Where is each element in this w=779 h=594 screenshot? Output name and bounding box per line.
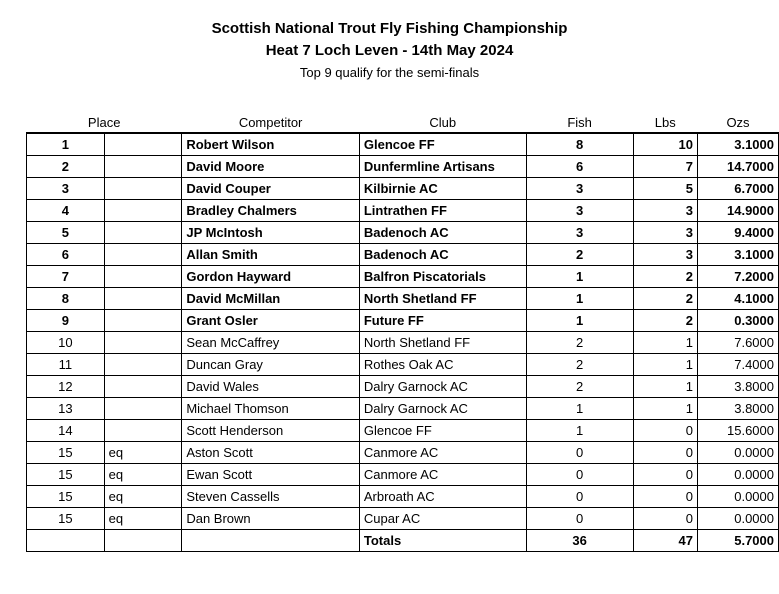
fish-cell: 3	[526, 178, 633, 200]
ozs-cell: 0.0000	[698, 464, 779, 486]
competitor-cell: Allan Smith	[182, 244, 360, 266]
table-row	[27, 332, 779, 354]
club-cell: Glencoe FF	[359, 133, 526, 156]
club-cell: Badenoch AC	[359, 222, 526, 244]
title-block	[0, 18, 779, 84]
competitor-cell: JP McIntosh	[182, 222, 360, 244]
club-cell: Dunfermline Artisans	[359, 156, 526, 178]
table-row	[27, 508, 779, 530]
eq-cell	[104, 222, 182, 244]
competitor-cell: Aston Scott	[182, 442, 360, 464]
ozs-cell: 7.4000	[698, 354, 779, 376]
header-place: Place	[87, 114, 121, 130]
table-row	[27, 266, 779, 288]
eq-cell	[104, 332, 182, 354]
place-cell: 4	[27, 200, 105, 222]
fish-cell: 8	[526, 133, 633, 156]
lbs-cell: 3	[633, 244, 697, 266]
fish-cell: 2	[526, 244, 633, 266]
fish-cell: 2	[526, 354, 633, 376]
totals-ozs: 5.7000	[698, 530, 779, 552]
ozs-cell: 9.4000	[698, 222, 779, 244]
fish-cell: 3	[526, 222, 633, 244]
fish-cell: 1	[526, 398, 633, 420]
fish-cell: 0	[526, 508, 633, 530]
place-cell: 14	[27, 420, 105, 442]
eq-cell	[104, 266, 182, 288]
place-cell: 12	[27, 376, 105, 398]
eq-cell	[104, 398, 182, 420]
club-cell: Lintrathen FF	[359, 200, 526, 222]
page-subtitle: Heat 7 Loch Leven - 14th May 2024	[265, 42, 514, 59]
totals-competitor-cell	[182, 530, 360, 552]
table-row	[27, 310, 779, 332]
club-cell: North Shetland FF	[359, 288, 526, 310]
table-row	[27, 222, 779, 244]
competitor-cell: Bradley Chalmers	[182, 200, 360, 222]
fish-cell: 1	[526, 266, 633, 288]
lbs-cell: 2	[633, 266, 697, 288]
lbs-cell: 0	[633, 508, 697, 530]
place-cell: 15	[27, 486, 105, 508]
lbs-cell: 5	[633, 178, 697, 200]
club-cell: Rothes Oak AC	[359, 354, 526, 376]
fish-cell: 2	[526, 376, 633, 398]
competitor-cell: Robert Wilson	[182, 133, 360, 156]
eq-cell	[104, 310, 182, 332]
table-row	[27, 354, 779, 376]
table-row	[27, 398, 779, 420]
competitor-cell: Ewan Scott	[182, 464, 360, 486]
club-cell: Glencoe FF	[359, 420, 526, 442]
eq-cell	[104, 244, 182, 266]
competitor-cell: Duncan Gray	[182, 354, 360, 376]
fish-cell: 1	[526, 420, 633, 442]
eq-cell: eq	[104, 508, 182, 530]
table-row	[27, 133, 779, 156]
results-body	[27, 133, 779, 530]
eq-cell: eq	[104, 486, 182, 508]
ozs-cell: 0.0000	[698, 508, 779, 530]
table-row	[27, 200, 779, 222]
totals-eq-cell	[104, 530, 182, 552]
lbs-cell: 1	[633, 332, 697, 354]
eq-cell	[104, 133, 182, 156]
header-ozs: Ozs	[726, 114, 750, 130]
eq-cell	[104, 376, 182, 398]
ozs-cell: 3.1000	[698, 133, 779, 156]
eq-cell	[104, 200, 182, 222]
competitor-cell: David Couper	[182, 178, 360, 200]
lbs-cell: 10	[633, 133, 697, 156]
place-cell: 9	[27, 310, 105, 332]
lbs-cell: 3	[633, 200, 697, 222]
eq-cell	[104, 156, 182, 178]
place-cell: 7	[27, 266, 105, 288]
table-row	[27, 288, 779, 310]
header-club: Club	[429, 114, 457, 130]
competitor-cell: Grant Osler	[182, 310, 360, 332]
place-cell: 3	[27, 178, 105, 200]
competitor-cell: Sean McCaffrey	[182, 332, 360, 354]
header-lbs: Lbs	[654, 114, 676, 130]
eq-cell	[104, 288, 182, 310]
competitor-cell: Dan Brown	[182, 508, 360, 530]
place-cell: 5	[27, 222, 105, 244]
fish-cell: 0	[526, 464, 633, 486]
totals-row	[27, 530, 779, 552]
table-row	[27, 376, 779, 398]
place-cell: 13	[27, 398, 105, 420]
lbs-cell: 0	[633, 486, 697, 508]
competitor-cell: David McMillan	[182, 288, 360, 310]
ozs-cell: 7.6000	[698, 332, 779, 354]
place-cell: 1	[27, 133, 105, 156]
table-row	[27, 442, 779, 464]
place-cell: 2	[27, 156, 105, 178]
club-cell: Cupar AC	[359, 508, 526, 530]
table-row	[27, 486, 779, 508]
lbs-cell: 1	[633, 376, 697, 398]
fish-cell: 1	[526, 310, 633, 332]
competitor-cell: David Moore	[182, 156, 360, 178]
lbs-cell: 0	[633, 420, 697, 442]
club-cell: Kilbirnie AC	[359, 178, 526, 200]
totals-place-cell	[27, 530, 105, 552]
place-cell: 8	[27, 288, 105, 310]
competitor-cell: Scott Henderson	[182, 420, 360, 442]
eq-cell	[104, 354, 182, 376]
lbs-cell: 2	[633, 288, 697, 310]
competitor-cell: David Wales	[182, 376, 360, 398]
place-cell: 15	[27, 442, 105, 464]
totals-label: Totals	[359, 530, 526, 552]
ozs-cell: 15.6000	[698, 420, 779, 442]
ozs-cell: 3.8000	[698, 376, 779, 398]
place-cell: 10	[27, 332, 105, 354]
ozs-cell: 3.1000	[698, 244, 779, 266]
totals-fish: 36	[526, 530, 633, 552]
club-cell: Dalry Garnock AC	[359, 398, 526, 420]
fish-cell: 1	[526, 288, 633, 310]
ozs-cell: 0.0000	[698, 442, 779, 464]
lbs-cell: 2	[633, 310, 697, 332]
fish-cell: 0	[526, 442, 633, 464]
lbs-cell: 0	[633, 464, 697, 486]
lbs-cell: 3	[633, 222, 697, 244]
header-competitor: Competitor	[238, 114, 303, 130]
header-row	[27, 112, 779, 133]
club-cell: Future FF	[359, 310, 526, 332]
ozs-cell: 7.2000	[698, 266, 779, 288]
place-cell: 15	[27, 508, 105, 530]
ozs-cell: 14.9000	[698, 200, 779, 222]
table-row	[27, 420, 779, 442]
place-cell: 11	[27, 354, 105, 376]
table-row	[27, 464, 779, 486]
ozs-cell: 14.7000	[698, 156, 779, 178]
club-cell: Dalry Garnock AC	[359, 376, 526, 398]
totals-lbs: 47	[633, 530, 697, 552]
header-fish: Fish	[567, 114, 592, 130]
competitor-cell: Steven Cassells	[182, 486, 360, 508]
eq-cell	[104, 420, 182, 442]
ozs-cell: 3.8000	[698, 398, 779, 420]
fish-cell: 0	[526, 486, 633, 508]
eq-cell: eq	[104, 442, 182, 464]
fish-cell: 6	[526, 156, 633, 178]
club-cell: Canmore AC	[359, 442, 526, 464]
eq-cell: eq	[104, 464, 182, 486]
table-row	[27, 244, 779, 266]
lbs-cell: 7	[633, 156, 697, 178]
club-cell: Badenoch AC	[359, 244, 526, 266]
lbs-cell: 0	[633, 442, 697, 464]
ozs-cell: 0.0000	[698, 486, 779, 508]
ozs-cell: 0.3000	[698, 310, 779, 332]
place-cell: 15	[27, 464, 105, 486]
eq-cell	[104, 178, 182, 200]
club-cell: Arbroath AC	[359, 486, 526, 508]
results-table	[26, 112, 779, 552]
club-cell: Balfron Piscatorials	[359, 266, 526, 288]
fish-cell: 3	[526, 200, 633, 222]
table-row	[27, 156, 779, 178]
table-row	[27, 178, 779, 200]
qualify-note: Top 9 qualify for the semi-finals	[299, 65, 480, 80]
fish-cell: 2	[526, 332, 633, 354]
lbs-cell: 1	[633, 354, 697, 376]
page-title: Scottish National Trout Fly Fishing Championship	[211, 20, 568, 37]
club-cell: North Shetland FF	[359, 332, 526, 354]
competitor-cell: Michael Thomson	[182, 398, 360, 420]
ozs-cell: 4.1000	[698, 288, 779, 310]
competitor-cell: Gordon Hayward	[182, 266, 360, 288]
lbs-cell: 1	[633, 398, 697, 420]
club-cell: Canmore AC	[359, 464, 526, 486]
ozs-cell: 6.7000	[698, 178, 779, 200]
place-cell: 6	[27, 244, 105, 266]
